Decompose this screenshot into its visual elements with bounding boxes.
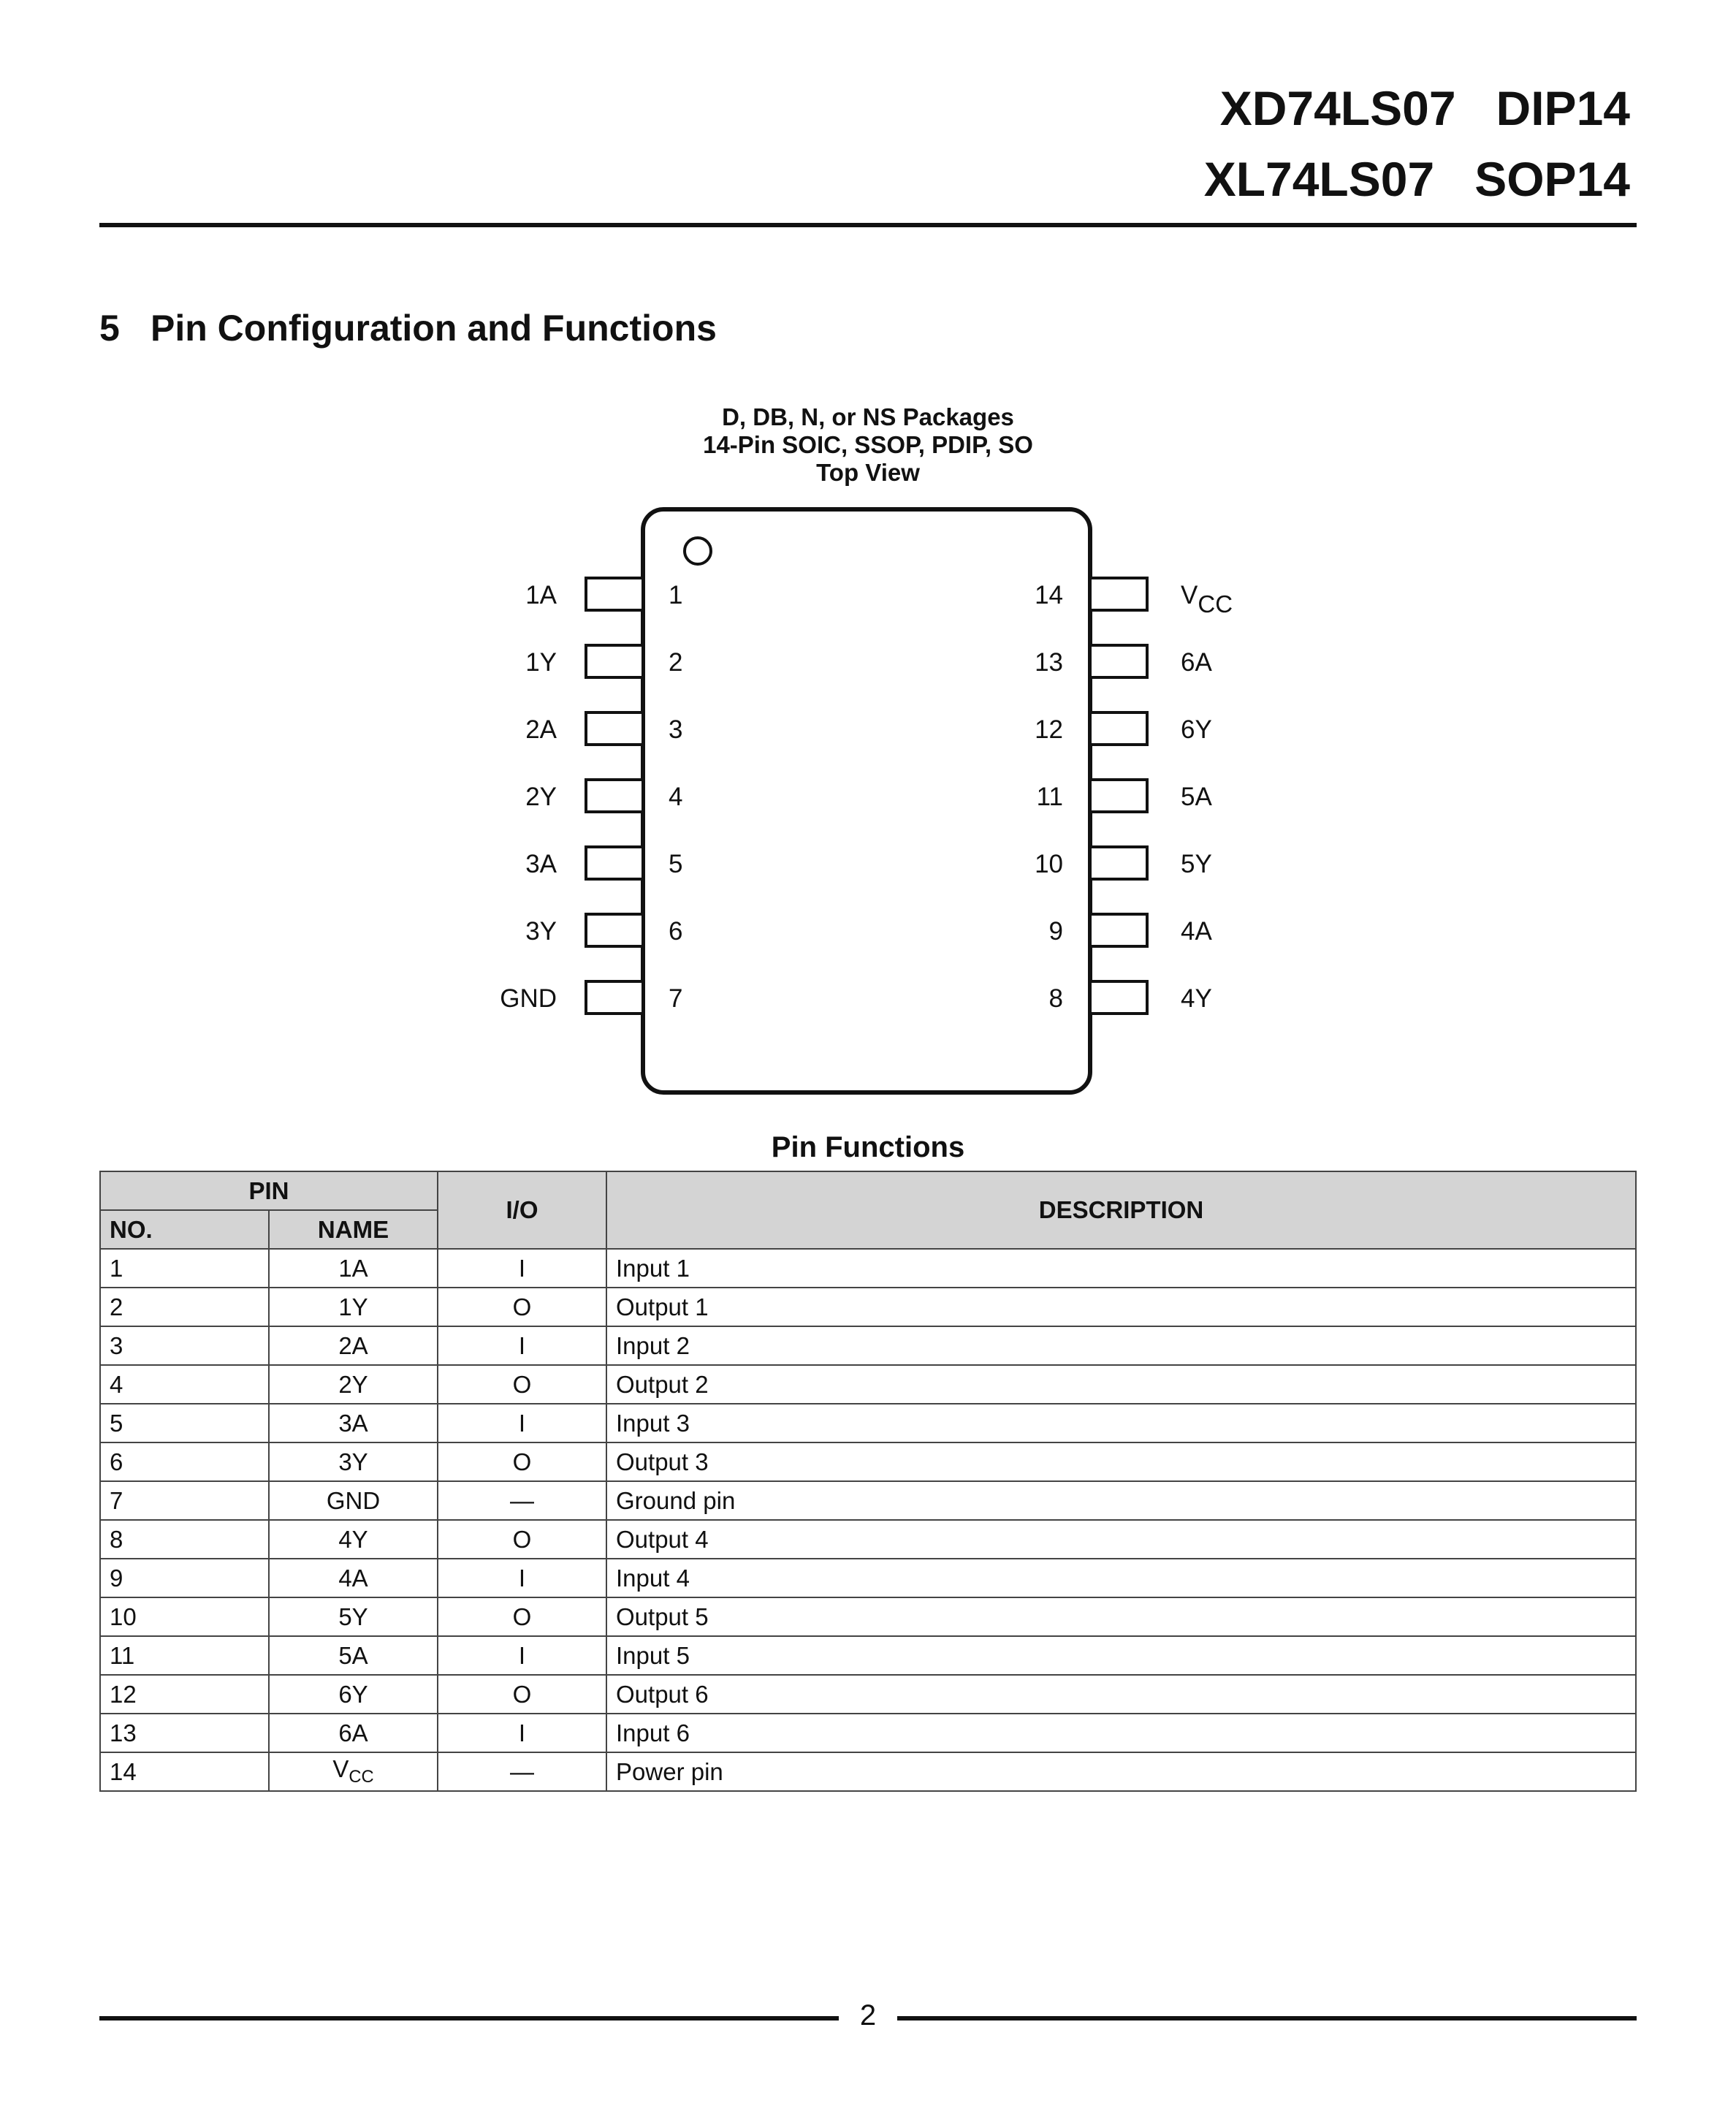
pin-description-cell: Power pin bbox=[606, 1752, 1636, 1791]
pin-io-cell: O bbox=[438, 1365, 606, 1404]
package-caption-line1: D, DB, N, or NS Packages bbox=[722, 403, 1014, 430]
left-pin-lead bbox=[586, 914, 643, 946]
pin-name-cell: 4Y bbox=[269, 1520, 438, 1559]
footer-rule-right bbox=[897, 2016, 1637, 2021]
table-row bbox=[100, 1481, 1636, 1520]
left-pin-name: 1Y bbox=[525, 648, 557, 677]
right-pin-name bbox=[1181, 581, 1233, 617]
right-pin-name bbox=[1181, 850, 1212, 878]
right-pin-number: 11 bbox=[1036, 783, 1063, 811]
pin-description-cell: Input 1 bbox=[606, 1249, 1636, 1288]
left-pin-name: 2Y bbox=[525, 783, 557, 811]
right-pin-lead bbox=[1090, 578, 1147, 610]
left-pin-number: 5 bbox=[669, 850, 683, 878]
pin-io-cell: I bbox=[438, 1714, 606, 1752]
pin-number-cell: 7 bbox=[100, 1481, 269, 1520]
pin-number-cell: 9 bbox=[100, 1559, 269, 1597]
part-number-sop14: XL74LS07 SOP14 bbox=[1203, 152, 1630, 206]
pin-name-cell: 5Y bbox=[269, 1597, 438, 1636]
pin-io-cell: O bbox=[438, 1675, 606, 1714]
left-pin-lead bbox=[586, 645, 643, 677]
pin-name-cell: 2A bbox=[269, 1326, 438, 1365]
pin1-marker bbox=[685, 538, 711, 564]
left-pin-name: 3Y bbox=[525, 917, 557, 946]
pin-name-cell: 5A bbox=[269, 1636, 438, 1675]
left-pin-name: GND bbox=[500, 984, 557, 1013]
pin-number-cell: 14 bbox=[100, 1752, 269, 1791]
right-pin-number: 8 bbox=[1048, 984, 1063, 1013]
header-no: NO. bbox=[100, 1210, 269, 1249]
pin-number-cell: 4 bbox=[100, 1365, 269, 1404]
right-pin-lead bbox=[1090, 712, 1147, 745]
pin-name-cell: 3A bbox=[269, 1404, 438, 1442]
table-row bbox=[100, 1597, 1636, 1636]
header-name: NAME bbox=[269, 1210, 438, 1249]
left-pin-number: 3 bbox=[669, 715, 683, 744]
pin-description-cell: Output 3 bbox=[606, 1442, 1636, 1481]
right-pin-name-main: 6A bbox=[1181, 648, 1212, 677]
pin-description-cell: Output 1 bbox=[606, 1288, 1636, 1326]
pin-name-cell: 3Y bbox=[269, 1442, 438, 1481]
table-row bbox=[100, 1752, 1636, 1791]
pin-description-cell: Output 5 bbox=[606, 1597, 1636, 1636]
package-caption-line2: 14-Pin SOIC, SSOP, PDIP, SO bbox=[703, 431, 1033, 458]
pin-number-cell: 12 bbox=[100, 1675, 269, 1714]
pin-io-cell: — bbox=[438, 1752, 606, 1791]
right-pin-number: 9 bbox=[1048, 917, 1063, 946]
pin-number-cell: 3 bbox=[100, 1326, 269, 1365]
left-pin-lead bbox=[586, 847, 643, 879]
right-pin-number: 12 bbox=[1035, 715, 1063, 744]
left-pin-number: 7 bbox=[669, 984, 683, 1013]
page-number: 2 bbox=[859, 1999, 877, 2031]
table-row bbox=[100, 1326, 1636, 1365]
right-pin-name bbox=[1181, 917, 1212, 946]
part-number-dip14: XD74LS07 DIP14 bbox=[1219, 81, 1630, 135]
table-row bbox=[100, 1288, 1636, 1326]
section-title: Pin Configuration and Functions bbox=[151, 308, 717, 349]
header-io: I/O bbox=[438, 1171, 606, 1249]
footer-rule-left bbox=[99, 2016, 839, 2021]
right-pin-lead bbox=[1090, 914, 1147, 946]
right-pin-lead bbox=[1090, 981, 1147, 1014]
left-pin-number: 4 bbox=[669, 783, 683, 811]
right-pin-lead bbox=[1090, 645, 1147, 677]
right-pin-number: 13 bbox=[1035, 648, 1063, 677]
pin-name-cell: 2Y bbox=[269, 1365, 438, 1404]
package-caption-line3: Top View bbox=[816, 459, 920, 486]
left-pin-name: 1A bbox=[525, 581, 557, 609]
right-pin-name-main: V bbox=[1181, 581, 1198, 609]
pin-name-cell: 1A bbox=[269, 1249, 438, 1288]
right-pin-name-main: 4Y bbox=[1181, 984, 1212, 1013]
table-title: Pin Functions bbox=[771, 1131, 965, 1163]
right-pin-name bbox=[1181, 984, 1212, 1013]
left-pin-name: 3A bbox=[525, 850, 557, 878]
left-pin-lead bbox=[586, 712, 643, 745]
pin-name-subscript: CC bbox=[349, 1767, 374, 1787]
pin-io-cell: O bbox=[438, 1442, 606, 1481]
pin-description-cell: Ground pin bbox=[606, 1481, 1636, 1520]
pin-description-cell: Input 2 bbox=[606, 1326, 1636, 1365]
pin-description-cell: Output 2 bbox=[606, 1365, 1636, 1404]
pin-io-cell: O bbox=[438, 1288, 606, 1326]
pin-name-cell bbox=[269, 1752, 438, 1791]
pin-name-main: V bbox=[332, 1755, 349, 1783]
left-pin-lead bbox=[586, 578, 643, 610]
pin-description-cell: Input 5 bbox=[606, 1636, 1636, 1675]
table-row bbox=[100, 1714, 1636, 1752]
pin-io-cell: O bbox=[438, 1520, 606, 1559]
left-pin-lead bbox=[586, 981, 643, 1014]
pin-number-cell: 8 bbox=[100, 1520, 269, 1559]
table-row bbox=[100, 1559, 1636, 1597]
pin-name-cell: 1Y bbox=[269, 1288, 438, 1326]
right-pin-number: 14 bbox=[1035, 581, 1063, 609]
table-row bbox=[100, 1404, 1636, 1442]
ic-body bbox=[643, 509, 1090, 1092]
right-pin-name-sub: CC bbox=[1198, 590, 1233, 617]
right-pin-number: 10 bbox=[1035, 850, 1063, 878]
right-pin-name-main: 5A bbox=[1181, 783, 1212, 811]
pin-description-cell: Input 4 bbox=[606, 1559, 1636, 1597]
pin-io-cell: I bbox=[438, 1326, 606, 1365]
pin-description-cell: Output 4 bbox=[606, 1520, 1636, 1559]
pin-name-cell: 4A bbox=[269, 1559, 438, 1597]
right-pin-lead bbox=[1090, 780, 1147, 812]
pin-functions-table bbox=[99, 1171, 1637, 1792]
pin-io-cell: I bbox=[438, 1559, 606, 1597]
left-pin-lead bbox=[586, 780, 643, 812]
pin-description-cell: Input 6 bbox=[606, 1714, 1636, 1752]
right-pin-name bbox=[1181, 648, 1212, 677]
pin-name-cell: GND bbox=[269, 1481, 438, 1520]
pin-number-cell: 11 bbox=[100, 1636, 269, 1675]
left-pin-number: 6 bbox=[669, 917, 683, 946]
table-row bbox=[100, 1675, 1636, 1714]
section-number: 5 bbox=[99, 308, 120, 349]
left-pin-number: 2 bbox=[669, 648, 683, 677]
table-row bbox=[100, 1636, 1636, 1675]
pin-io-cell: O bbox=[438, 1597, 606, 1636]
right-pin-name-main: 6Y bbox=[1181, 715, 1212, 744]
right-pin-name bbox=[1181, 715, 1212, 744]
pin-number-cell: 13 bbox=[100, 1714, 269, 1752]
left-pin-name: 2A bbox=[525, 715, 557, 744]
table-row bbox=[100, 1249, 1636, 1288]
pin-number-cell: 1 bbox=[100, 1249, 269, 1288]
pin-number-cell: 2 bbox=[100, 1288, 269, 1326]
pin-number-cell: 5 bbox=[100, 1404, 269, 1442]
right-pin-name bbox=[1181, 783, 1212, 811]
left-pin-number: 1 bbox=[669, 581, 683, 609]
table-row bbox=[100, 1365, 1636, 1404]
table-row bbox=[100, 1520, 1636, 1559]
pin-io-cell: — bbox=[438, 1481, 606, 1520]
pin-description-cell: Input 3 bbox=[606, 1404, 1636, 1442]
pin-description-cell: Output 6 bbox=[606, 1675, 1636, 1714]
pin-name-cell: 6A bbox=[269, 1714, 438, 1752]
right-pin-name-main: 4A bbox=[1181, 917, 1212, 946]
pin-name-cell: 6Y bbox=[269, 1675, 438, 1714]
header-pin: PIN bbox=[100, 1171, 438, 1210]
header-description: DESCRIPTION bbox=[606, 1171, 1636, 1249]
pin-io-cell: I bbox=[438, 1636, 606, 1675]
pin-io-cell: I bbox=[438, 1404, 606, 1442]
right-pin-lead bbox=[1090, 847, 1147, 879]
pin-number-cell: 6 bbox=[100, 1442, 269, 1481]
table-row bbox=[100, 1442, 1636, 1481]
right-pin-name-main: 5Y bbox=[1181, 850, 1212, 878]
pin-io-cell: I bbox=[438, 1249, 606, 1288]
pin-number-cell: 10 bbox=[100, 1597, 269, 1636]
